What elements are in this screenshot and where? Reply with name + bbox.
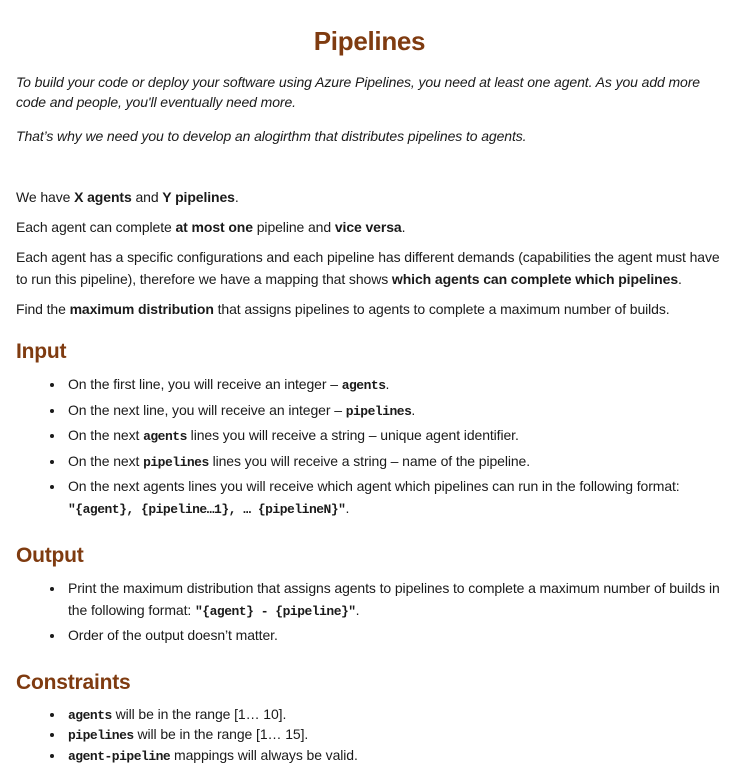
code-text: pipelines xyxy=(68,728,134,743)
code-text: pipelines xyxy=(345,403,412,419)
constraints-bullet-1 xyxy=(65,705,723,725)
bold-text: which agents can complete which pipelines xyxy=(391,271,679,287)
text-run: . xyxy=(401,219,406,235)
code-text: agents xyxy=(68,707,112,723)
text-run: . xyxy=(678,271,682,287)
bold-text: at most one xyxy=(175,219,253,235)
code-text: "{agent} - {pipeline}" xyxy=(194,603,356,619)
code-text: agents xyxy=(143,429,187,444)
text-run: will be in the range [1… 15]. xyxy=(133,726,309,742)
bold-text: maximum distribution xyxy=(69,301,214,317)
bold-text: X agents xyxy=(74,189,132,205)
text-run: On the first line, you will receive an integer – xyxy=(68,376,342,392)
text-run: Print the maximum distribution that assigns agents to pipelines to complete a maximum number of builds in the following format: xyxy=(68,580,720,618)
bold-text: Y pipelines xyxy=(162,189,235,205)
body-paragraph-1 xyxy=(16,186,723,208)
body-paragraph-3 xyxy=(16,246,723,290)
code-text: pipelines xyxy=(143,454,209,470)
output-bullet-1 xyxy=(65,578,723,622)
text-run: that assigns pipelines to agents to complete a maximum number of builds. xyxy=(213,301,670,317)
output-bullet-list xyxy=(16,578,723,647)
text-run: . xyxy=(355,601,360,618)
text-run: Order of the output doesn’t matter. xyxy=(68,627,278,643)
text-run: On the next xyxy=(68,452,144,469)
text-run: lines you will receive a string – unique agent identifier. xyxy=(186,427,519,443)
text-run: On the next xyxy=(68,427,144,443)
constraints-bullet-2 xyxy=(65,725,723,745)
input-bullet-4 xyxy=(65,451,723,474)
code-text: "{agent}, {pipeline…1}, … {pipelineN}" xyxy=(68,501,346,517)
input-bullet-3 xyxy=(65,425,723,448)
text-run: Each agent can complete xyxy=(16,219,176,235)
text-run: That’s why we need you to develop an alogirthm that distributes pipelines to agents. xyxy=(16,128,527,144)
text-run: mappings will always be valid. xyxy=(170,746,358,763)
text-run: lines you will receive a string – name of the pipeline. xyxy=(208,452,531,469)
bold-text: vice versa xyxy=(334,219,402,235)
text-run: Find the xyxy=(16,301,70,317)
text-run: To build your code or deploy your software using Azure Pipelines, you need at least one agent. As you add more code and people, you'll eventually need more. xyxy=(16,74,700,110)
code-text: agent-pipeline xyxy=(68,748,171,764)
text-run: . xyxy=(345,499,350,516)
input-bullet-5 xyxy=(65,476,723,520)
code-text: agents xyxy=(341,378,386,393)
section-heading-output: Output xyxy=(16,544,84,567)
input-bullet-1 xyxy=(65,374,723,397)
text-run: pipeline and xyxy=(252,219,335,235)
constraints-bullet-list xyxy=(16,705,723,766)
text-run: We have xyxy=(16,189,75,205)
text-run: On the next agents lines you will receive which agent which pipelines can run in the following format: xyxy=(68,478,680,494)
text-run: will be in the range [1… 10]. xyxy=(111,705,287,722)
document-title: Pipelines xyxy=(313,26,426,56)
body-paragraph-4 xyxy=(16,298,723,320)
section-heading-constraints: Constraints xyxy=(16,670,131,694)
text-run: . xyxy=(234,189,239,205)
input-bullet-list xyxy=(16,374,723,520)
text-run: Each agent has a specific configurations and each pipeline has different demands (capabilities the agent must have to run this pipeline), therefore we have a mapping that shows xyxy=(16,249,720,287)
text-run: . xyxy=(385,376,390,392)
input-bullet-2 xyxy=(65,400,723,423)
text-run: On the next line, you will receive an integer – xyxy=(68,401,346,418)
body-paragraph-2 xyxy=(16,216,723,238)
text-run: . xyxy=(411,401,416,418)
intro-paragraph-2 xyxy=(16,126,723,146)
section-heading-input: Input xyxy=(16,340,67,363)
text-run: and xyxy=(131,189,163,205)
document-page xyxy=(0,26,739,766)
intro-paragraph-1 xyxy=(16,72,723,112)
output-bullet-2 xyxy=(65,625,723,647)
constraints-bullet-3 xyxy=(65,746,723,766)
